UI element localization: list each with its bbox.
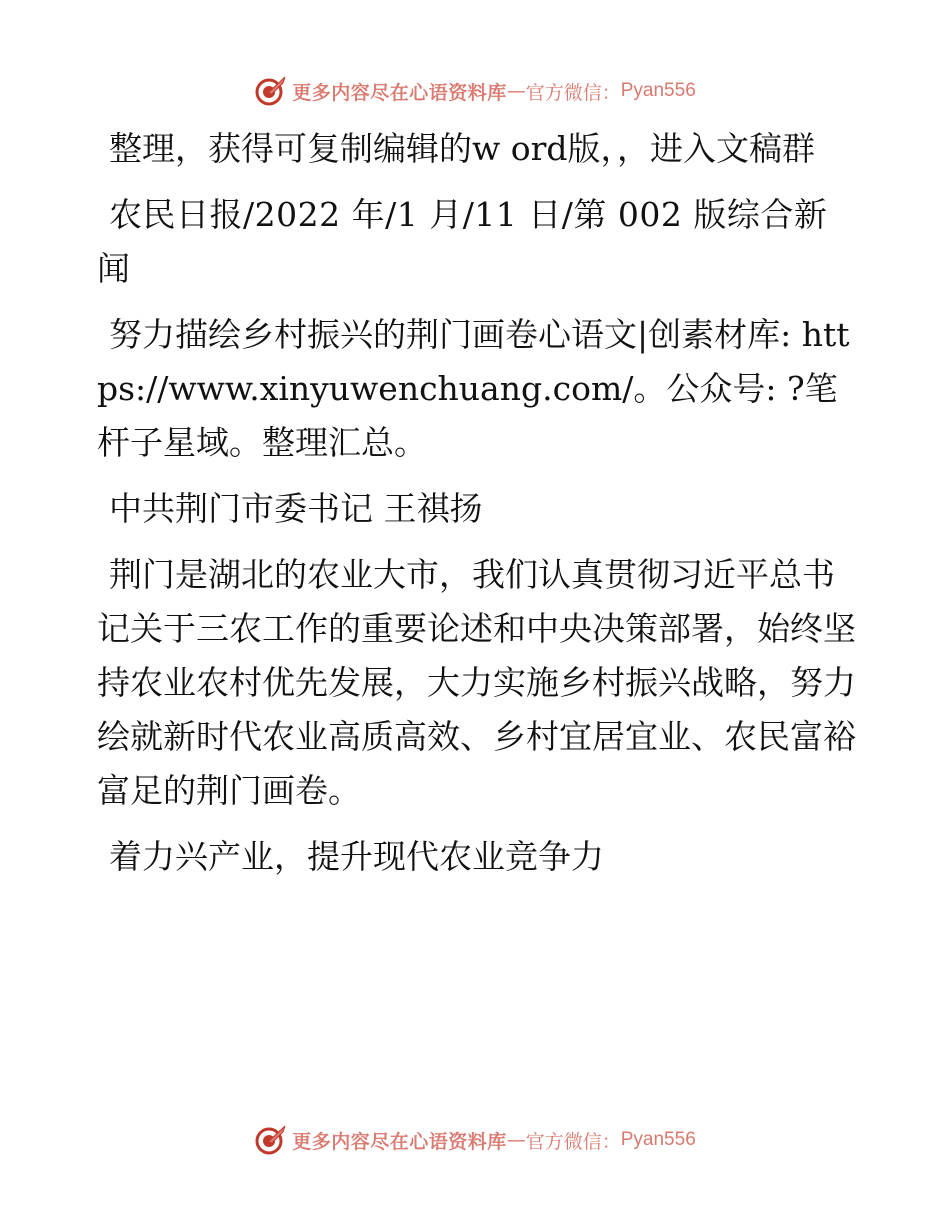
document-body [97,122,857,896]
header-watermark [0,71,950,111]
paragraph-body: 荆门是湖北的农业大市，我们认真贯彻习近平总书记关于三农工作的重要论述和中央决策部署，始终坚持农业农村优先发展，大力实施乡村振兴战略，努力绘就新时代农业高质高效、乡村宜居宜业、农民富裕富足的荆门画卷。 [97,555,856,810]
watermark-subtitle: 官方微信： [525,1130,621,1153]
watermark-subtitle: 官方微信： [525,81,621,104]
watermark-title: 更多内容尽在心语资料库 [292,1130,507,1153]
paragraph-headline: 努力描绘乡村振兴的荆门画卷心语文|创素材库: https://www.xinyuwenchuang.com/。公众号: ?笔杆子星域。整理汇总。 [97,315,850,462]
watermark-wechat-id: Pyan556 [620,1129,696,1150]
watermark-separator: — [506,1129,526,1151]
paragraph-section-heading: 着力兴产业，提升现代农业竞争力 [109,837,604,876]
footer-watermark [0,1120,950,1160]
watermark-separator: — [506,80,526,102]
watermark-wechat-id: Pyan556 [620,80,696,101]
watermark-title: 更多内容尽在心语资料库 [292,81,507,104]
paragraph-intro: 整理，获得可复制编辑的w ord版，，进入文稿群 [109,129,816,168]
paragraph-source: 农民日报/2022 年/1 月/11 日/第 002 版综合新闻 [97,195,828,288]
quill-seal-icon [254,1123,288,1157]
paragraph-author: 中共荆门市委书记 王祺扬 [109,489,483,528]
quill-seal-icon [254,74,288,108]
